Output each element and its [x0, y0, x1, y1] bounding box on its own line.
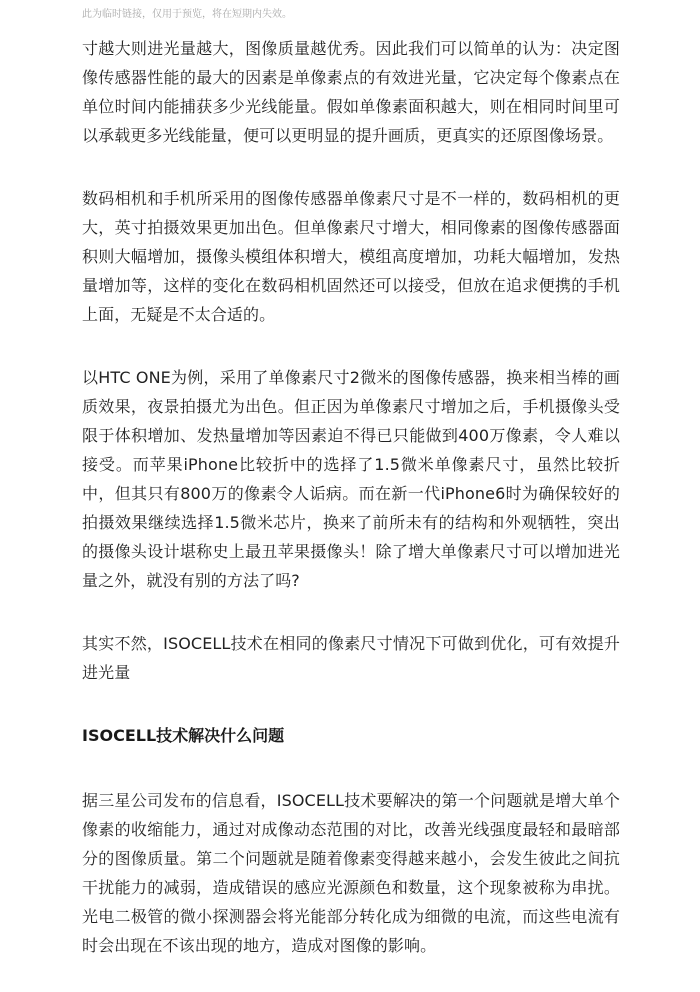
paragraph-htc-iphone-example: 以HTC ONE为例，采用了单像素尺寸2微米的图像传感器，换来相当棒的画质效果，夜景拍摄尤为出色。但正因为单像素尺寸增加之后，手机摄像头受限于体积增加、发热量增加等因素迫不得已只能做到400万像素，令人难以接受。而苹果iPhone比较折中的选择了1.5微米单像素尺寸，虽然比较折中，但其只有800万的像素令人诟病。而在新一代iPhone6时为确保较好的拍摄效果继续选择1.5微米芯片，换来了前所未有的结构和外观牺牲，突出的摄像头设计堪称史上最丑苹果摄像头！除了增大单像素尺寸可以增加进光量之外，就没有别的方法了吗? [82, 368, 620, 590]
preview-notice: 此为临时链接，仅用于预览，将在短期内失效。 [82, 9, 292, 20]
article-body [82, 34, 620, 960]
paragraph-isocell-intro: 其实不然，ISOCELL技术在相同的像素尺寸情况下可做到优化，可有效提升进光量 [82, 634, 620, 682]
paragraph-pixel-size: 寸越大则进光量越大，图像质量越优秀。因此我们可以简单的认为：决定图像传感器性能的最大的因素是单像素点的有效进光量，它决定每个像素点在单位时间内能捕获多少光线能量。假如单像素面积越大，则在相同时间里可以承载更多光线能量，便可以更明显的提升画质，更真实的还原图像场景。 [82, 39, 620, 145]
paragraph-camera-vs-phone: 数码相机和手机所采用的图像传感器单像素尺寸是不一样的，数码相机的更大，英寸拍摄效果更加出色。但单像素尺寸增大，相同像素的图像传感器面积则大幅增加，摄像头模组体积增大，模组高度增加，功耗大幅增加，发热量增加等，这样的变化在数码相机固然还可以接受，但放在追求便携的手机上面，无疑是不太合适的。 [82, 189, 620, 324]
paragraph-isocell-problems: 据三星公司发布的信息看，ISOCELL技术要解决的第一个问题就是增大单个像素的收缩能力，通过对成像动态范围的对比，改善光线强度最轻和最暗部分的图像质量。第二个问题就是随着像素变得越来越小，会发生彼此之间抗干扰能力的减弱，造成错误的感应光源颜色和数量，这个现象被称为串扰。光电二极管的微小探测器会将光能部分转化成为细微的电流，而这些电流有时会出现在不该出现的地方，造成对图像的影响。 [82, 791, 620, 955]
section-heading: ISOCELL技术解决什么问题 [82, 726, 285, 745]
